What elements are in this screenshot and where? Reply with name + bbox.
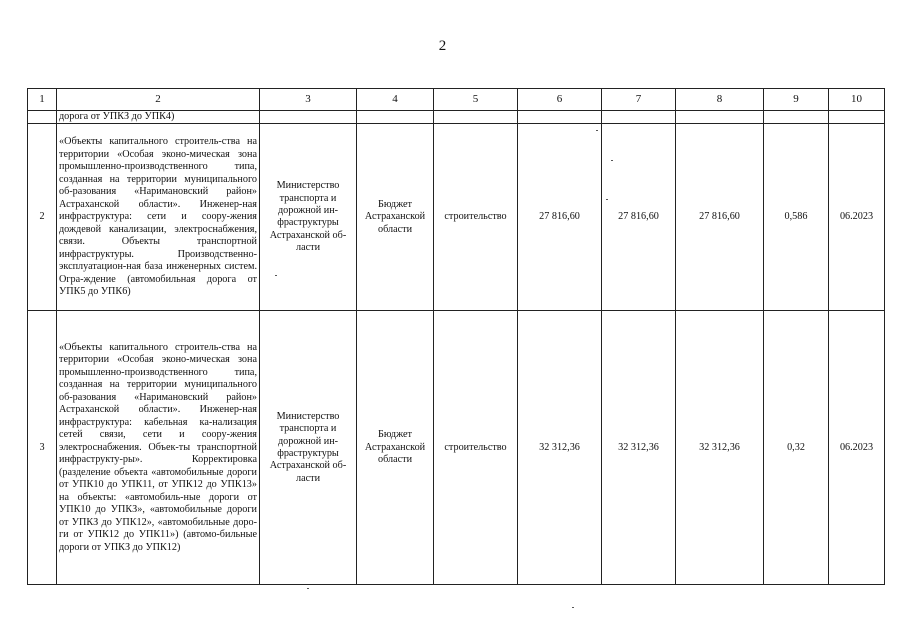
header-cell-1: 1 xyxy=(28,89,57,111)
scan-speck xyxy=(572,607,574,608)
value-col-6: 32 312,36 xyxy=(518,311,602,585)
header-cell-9: 9 xyxy=(764,89,829,111)
funding-source: Бюджет Астраханской области xyxy=(357,124,434,311)
header-cell-10: 10 xyxy=(829,89,885,111)
header-cell-7: 7 xyxy=(602,89,676,111)
header-cell-5: 5 xyxy=(434,89,518,111)
data-table xyxy=(27,88,885,585)
header-cell-2: 2 xyxy=(57,89,260,111)
work-type: строительство xyxy=(434,124,518,311)
responsible-organization: Министерство транспорта и дорожной ин-фраструктуры Астраханской об-ласти xyxy=(260,124,357,311)
value-col-6: 27 816,60 xyxy=(518,124,602,311)
responsible-organization: Министерство транспорта и дорожной ин-фраструктуры Астраханской об-ласти xyxy=(260,311,357,585)
completion-date: 06.2023 xyxy=(829,124,885,311)
value-col-9: 0,586 xyxy=(764,124,829,311)
scan-speck xyxy=(606,199,608,200)
header-cell-8: 8 xyxy=(676,89,764,111)
continuation-text: дорога от УПКЗ до УПК4) xyxy=(57,111,260,124)
funding-source: Бюджет Астраханской области xyxy=(357,311,434,585)
header-cell-6: 6 xyxy=(518,89,602,111)
scan-speck xyxy=(611,160,613,161)
completion-date: 06.2023 xyxy=(829,311,885,585)
object-description: «Объекты капитального строитель-ства на территории «Особая эконо-мическая зона промышленно-производственного типа, созданная на территории муниципального об-разования «Наримановский район» Астраханской области». Инженер-ная инфраструктура: сети и соору-жения дождевой канализации, электроснабжения, связи. Объекты транспортной инфраструктуры. Производственно-эксплуатацион-ная база инженерных систем. Огра-ждение (автомобильная дорога от УПК5 до УПК6) xyxy=(57,124,260,311)
row-number: 3 xyxy=(28,311,57,585)
header-cell-4: 4 xyxy=(357,89,434,111)
work-type: строительство xyxy=(434,311,518,585)
value-col-7: 27 816,60 xyxy=(602,124,676,311)
value-col-7: 32 312,36 xyxy=(602,311,676,585)
scan-speck xyxy=(596,130,598,131)
header-cell-3: 3 xyxy=(260,89,357,111)
value-col-8: 27 816,60 xyxy=(676,124,764,311)
scan-speck xyxy=(275,275,277,276)
value-col-9: 0,32 xyxy=(764,311,829,585)
value-col-8: 32 312,36 xyxy=(676,311,764,585)
table-header-row xyxy=(28,89,885,111)
row-number: 2 xyxy=(28,124,57,311)
scan-speck xyxy=(307,588,309,589)
page-number: 2 xyxy=(438,38,447,54)
table-row xyxy=(28,124,885,311)
object-description: «Объекты капитального строитель-ства на территории «Особая эконо-мическая зона промышленно-производственного типа, созданная на территории муниципального об-разования «Наримановский район» Астраханской области». Инженер-ная инфраструктура: кабельная ка-нализация сетей связи, сети и соору-жения электроснабжения. Объек-ты транспортной инфраструкту-ры». Корректировка (разделение объекта «автомобильные дороги от УПК10 до УПК11, от УПК12 до УПК13» на объекты: «автомобиль-ные дороги от УПК10 до УПКЗ», «автомобильные дороги от УПКЗ до УПК12», «автомобильные доро-ги от УПК12 до УПК11») (автомо-бильные дороги от УПКЗ до УПК12) xyxy=(57,311,260,585)
continuation-row xyxy=(28,111,885,124)
table-row xyxy=(28,311,885,585)
